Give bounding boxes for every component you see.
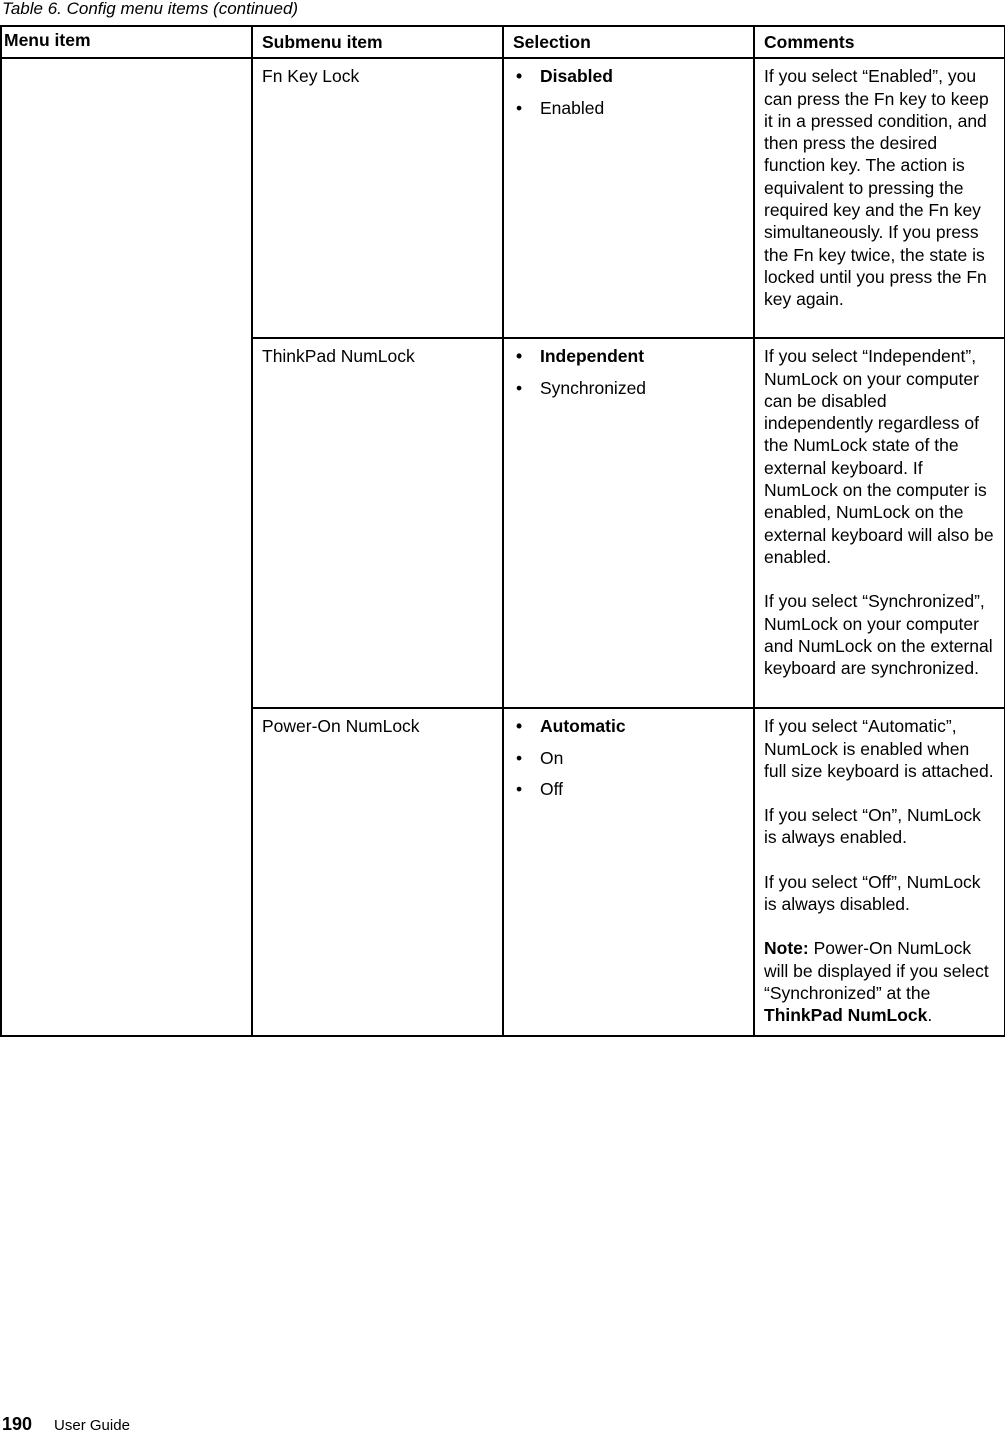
header-selection: Selection bbox=[503, 26, 754, 58]
comments-cell bbox=[754, 338, 1005, 708]
note-label: Note: bbox=[764, 938, 809, 959]
note-text-end: . bbox=[927, 1005, 933, 1026]
bullet-icon: • bbox=[516, 778, 523, 799]
header-submenu-item: Submenu item bbox=[252, 26, 503, 58]
comment-paragraph: If you select “Automatic”, NumLock is enabled when full size keyboard is attached. bbox=[764, 716, 994, 781]
selection-cell bbox=[503, 58, 754, 338]
selection-option-label: Enabled bbox=[540, 97, 605, 118]
bullet-icon: • bbox=[516, 97, 523, 118]
selection-option-label: Disabled bbox=[540, 66, 613, 87]
selection-option-label: On bbox=[540, 747, 564, 768]
comment-paragraph: If you select “On”, NumLock is always enabled. bbox=[764, 805, 981, 848]
header-menu-item: Menu item bbox=[1, 26, 252, 58]
menu-item-cell bbox=[1, 58, 252, 1035]
footer-title: User Guide bbox=[54, 1417, 130, 1434]
comment-paragraph: If you select “Independent”, NumLock on your computer can be disabled independently regardless of the NumLock state of the external keyboard. If NumLock on the computer is enabled, NumLock on the external keyboard will also be enabled. bbox=[764, 346, 994, 567]
bullet-icon: • bbox=[516, 377, 523, 398]
table-caption: Table 6. Config menu items (continued) bbox=[2, 0, 299, 18]
selection-cell bbox=[503, 708, 754, 1035]
submenu-cell: Fn Key Lock bbox=[252, 58, 503, 338]
header-comments: Comments bbox=[754, 26, 1005, 58]
selection-cell bbox=[503, 338, 754, 708]
note-paragraph bbox=[764, 937, 996, 1026]
comments-cell bbox=[754, 708, 1005, 1035]
selection-option-default bbox=[516, 345, 745, 367]
comments-cell bbox=[754, 58, 1005, 338]
table-row bbox=[1, 58, 1005, 338]
selection-option-default bbox=[516, 65, 745, 87]
selection-option bbox=[516, 97, 745, 119]
selection-option bbox=[516, 778, 745, 800]
selection-option-label: Automatic bbox=[540, 716, 626, 737]
note-text: Power-On NumLock will be displayed if you select “Synchronized” at the bbox=[764, 938, 989, 1003]
comment-paragraph: If you select “Off”, NumLock is always disabled. bbox=[764, 871, 981, 915]
table-header-row bbox=[1, 26, 1005, 58]
submenu-cell: ThinkPad NumLock bbox=[252, 338, 503, 708]
comment-paragraph: If you select “Synchronized”, NumLock on your computer and NumLock on the external keyboard are synchronized. bbox=[764, 591, 993, 679]
bullet-icon: • bbox=[516, 66, 523, 87]
note-emphasis: ThinkPad NumLock bbox=[764, 1005, 928, 1026]
selection-option bbox=[516, 377, 745, 399]
selection-option-label: Off bbox=[540, 778, 564, 799]
selection-option-label: Synchronized bbox=[540, 377, 647, 398]
submenu-cell: Power-On NumLock bbox=[252, 708, 503, 1035]
bullet-icon: • bbox=[516, 747, 523, 768]
selection-option-default bbox=[516, 715, 745, 737]
page-footer bbox=[2, 1415, 130, 1435]
bullet-icon: • bbox=[516, 716, 523, 737]
comment-paragraph: If you select “Enabled”, you can press the Fn key to keep it in a pressed condition, and then press the desired function key. The action is equivalent to pressing the required key and the Fn key simultaneously. If you press the Fn key twice, the state is locked until you press the Fn key again. bbox=[764, 66, 989, 310]
bullet-icon: • bbox=[516, 346, 523, 367]
selection-option bbox=[516, 747, 745, 769]
config-menu-table bbox=[0, 25, 1005, 1037]
selection-option-label: Independent bbox=[540, 346, 645, 367]
page-number: 190 bbox=[2, 1414, 33, 1434]
